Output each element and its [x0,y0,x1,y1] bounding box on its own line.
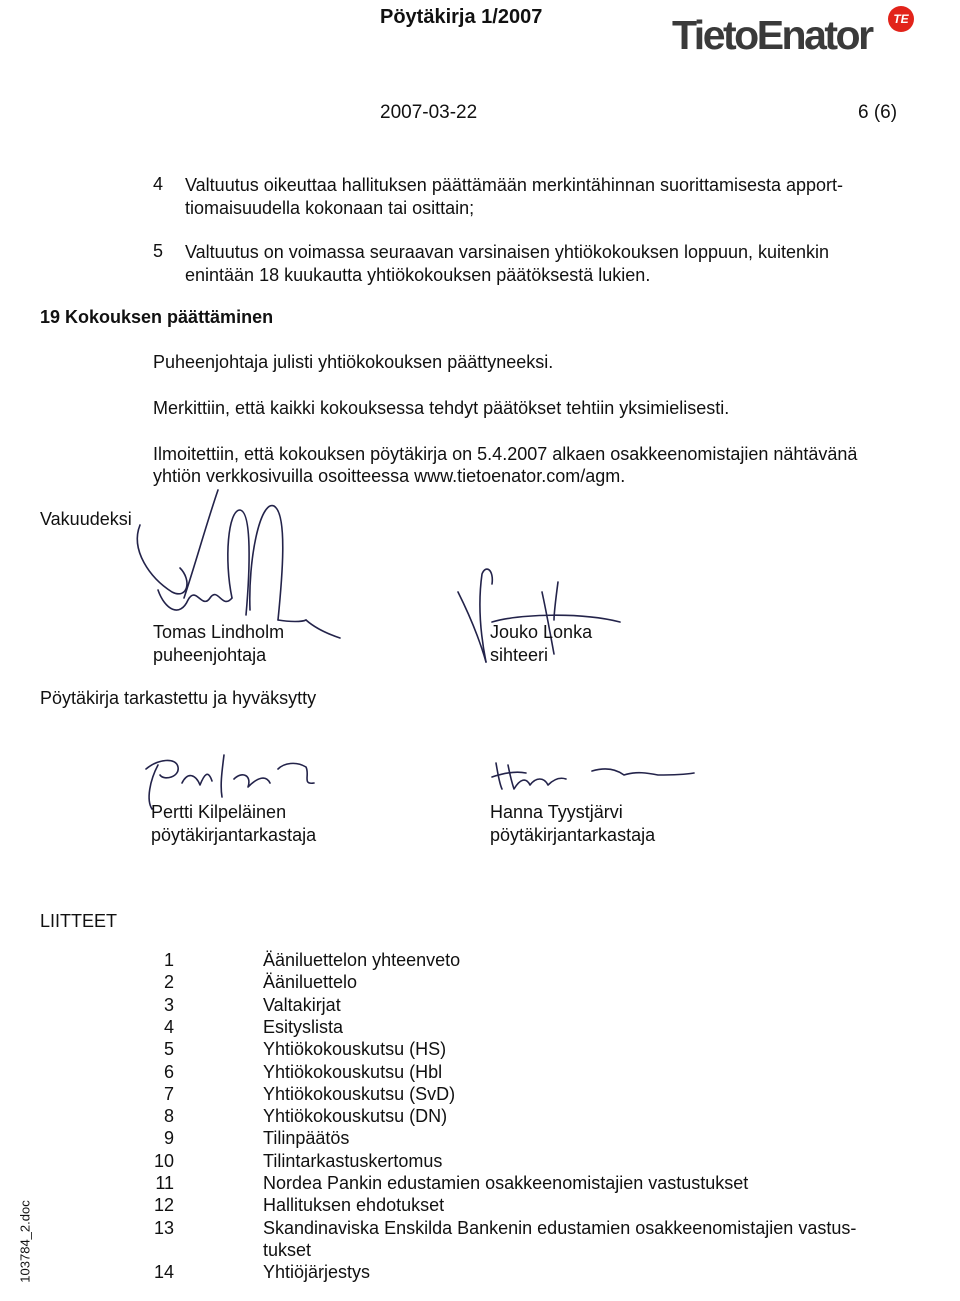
signer-name: Pertti Kilpeläinen [151,802,287,822]
attachment-number: 2 [163,972,174,992]
attachment-title: Tilinpäätös [263,1128,350,1148]
attachment-title: Ääniluettelon yhteenveto [263,950,461,970]
attachment-number: 1 [163,950,174,970]
file-name: 103784_2.doc [17,1200,33,1283]
attachment-number: 9 [163,1128,174,1148]
attachment-number: 7 [163,1084,174,1104]
list-item-number: 5 [153,241,164,261]
signer-role: sihteeri [490,645,549,665]
attachment-number: 13 [153,1218,174,1238]
document-title: Pöytäkirja 1/2007 [380,6,543,28]
signer-name: Hanna Tyystjärvi [490,802,623,822]
attachment-number: 11 [155,1173,174,1193]
signer-role: puheenjohtaja [153,645,267,665]
page-number: 6 (6) [858,102,898,123]
attachment-title: Ääniluettelo [263,972,358,992]
secretary-signature-block [490,621,592,667]
attachment-number: 10 [153,1151,174,1171]
attachment-title: Yhtiökokouskutsu (SvD) [263,1084,456,1104]
checker1-signature-block [151,801,316,847]
chair-signature-block [153,621,284,667]
section-heading: 19 Kokouksen päättäminen [40,307,274,327]
attachment-number: 3 [163,995,174,1015]
checker2-signature [486,755,706,795]
list-item-text: Valtuutus oikeuttaa hallituksen päättämään merkintähinnan suorittamisesta apport- tiomaisuudella kokonaan tai osittain; [185,175,844,218]
signer-role: pöytäkirjantarkastaja [490,825,656,845]
attachment-title: Yhtiökokouskutsu (DN) [263,1106,448,1126]
company-logo: TietoEnator [672,12,872,58]
review-label: Pöytäkirja tarkastettu ja hyväksytty [40,688,317,708]
document-date: 2007-03-22 [380,102,478,123]
attachment-title: Valtakirjat [263,995,341,1015]
attachment-title: Tilintarkastuskertomus [263,1151,443,1171]
attachment-number: 12 [153,1195,174,1215]
chair-signature [110,470,350,645]
attachment-title: Hallituksen ehdotukset [263,1195,445,1215]
attachment-title: Nordea Pankin edustamien osakkeenomistajien vastustukset [263,1173,749,1193]
signer-role: pöytäkirjantarkastaja [151,825,317,845]
attachment-number: 14 [153,1262,174,1282]
checker2-signature-block [490,801,655,847]
attachment-number: 8 [163,1106,174,1126]
attachment-title: tukset [263,1240,312,1260]
attachment-title: Yhtiöjärjestys [263,1262,371,1282]
attachment-number: 4 [163,1017,174,1037]
paragraph: Puheenjohtaja julisti yhtiökokouksen päättyneeksi. [153,352,554,372]
signer-name: Tomas Lindholm [153,622,285,642]
publication-notice: Ilmoitettiin, että kokouksen pöytäkirja on 5.4.2007 alkaen osakkeenomistajien nähtävänä yhtiön verkkosivuilla osoitteessa www.tietoenator.com/agm. [153,444,858,486]
attachment-title: Esityslista [263,1017,344,1037]
signer-name: Jouko Lonka [490,622,593,642]
paragraph: Merkittiin, että kaikki kokouksessa tehdyt päätökset tehtiin yksimielisesti. [153,398,730,418]
attachment-number: 5 [163,1039,174,1059]
logo-badge-icon: TE [888,6,914,32]
attachment-title: Yhtiökokouskutsu (Hbl [263,1062,443,1082]
attachments-heading: LIITTEET [40,911,118,931]
list-item-text: Valtuutus on voimassa seuraavan varsinaisen yhtiökokouksen loppuun, kuitenkin enintään 18 kuukautta yhtiökokouksen päätöksestä lukien. [185,242,830,285]
signatures-label: Vakuudeksi [40,509,132,529]
list-item-number: 4 [153,174,164,194]
attachment-title: Skandinaviska Enskilda Bankenin edustamien osakkeenomistajien vastus- [263,1218,857,1238]
attachment-title: Yhtiökokouskutsu (HS) [263,1039,447,1059]
attachment-number: 6 [163,1062,174,1082]
